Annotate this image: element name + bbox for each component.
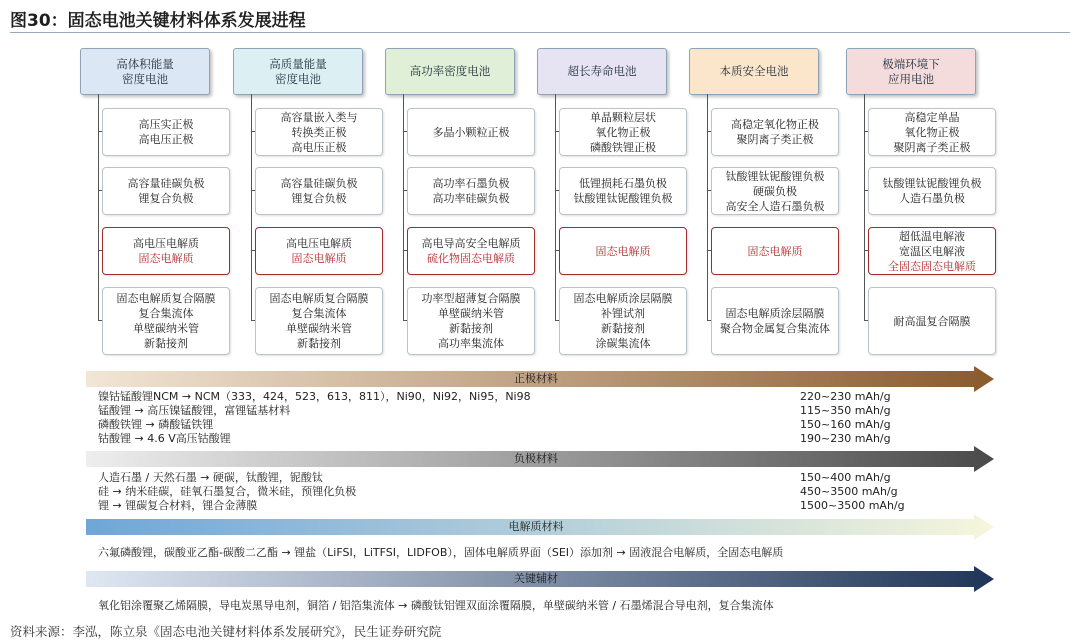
auxiliary-box [102, 287, 230, 355]
box-line: 耐高温复合隔膜 [893, 314, 971, 328]
box-line: 氧化物正极 [904, 125, 960, 139]
box-line: 转换类正极 [291, 125, 347, 139]
electrolyte-progression: 六氟磷酸锂，碳酸亚乙酯-碳酸二乙酯 → 锂盐（LiFSI，LiTFSI，LIDFOB），固体电解质界面（SEI）添加剂 → 固液混合电解质，全固态电解质 [98, 546, 784, 559]
box-line: 固态电解质涂层隔膜 [573, 292, 673, 305]
box-line: 高稳定单晶 [904, 110, 960, 124]
box-line: 高电压电解质 [133, 237, 199, 250]
box-line: 补锂试剂 [601, 307, 645, 320]
box-line: 涂碳集流体 [595, 337, 651, 350]
anode-box [559, 167, 687, 215]
column-header: 高功率密度电池 [385, 48, 515, 95]
anode-band [86, 446, 996, 472]
anode-row-text: 硅 → 纳米硅碳，硅氧石墨复合，微米硅，预锂化负极 [98, 485, 357, 498]
box-line: 复合集流体 [291, 307, 347, 320]
column-header: 超长寿命电池 [537, 48, 667, 95]
box-line: 高压实正极 [138, 118, 194, 131]
title-divider [10, 32, 1070, 33]
box-line: 高功率石墨负极 [432, 177, 510, 190]
box-line: 单壁碳纳米管 [133, 322, 199, 335]
box-line: 聚合物金属复合集流体 [720, 322, 830, 335]
anode-box [102, 167, 230, 215]
box-line: 高电压正极 [291, 140, 347, 154]
cathode-box [102, 108, 230, 156]
electrolyte-band-label: 电解质材料 [508, 520, 564, 533]
cathode-box [407, 108, 535, 156]
box-line: 聚阴离子类正极 [893, 140, 971, 154]
box-line: 多晶小颗粒正极 [432, 125, 510, 139]
auxiliary-box [868, 287, 996, 355]
cathode-box [711, 108, 839, 156]
connector-vertical [251, 94, 252, 320]
column-header: 极端环境下 应用电池 [846, 48, 976, 95]
box-line: 固态电解质涂层隔膜 [725, 307, 825, 320]
anode-box [255, 167, 383, 215]
anode-band-label: 负极材料 [514, 452, 558, 465]
column-header: 高质量能量 密度电池 [233, 48, 363, 95]
anode-box [407, 167, 535, 215]
anode-row-capacity: 450~3500 mAh/g [800, 485, 898, 498]
box-line: 新黏接剂 [297, 337, 341, 350]
cathode-box [559, 108, 687, 156]
cathode-row-text: 钴酸锂 → 4.6 V高压钴酸锂 [98, 432, 231, 445]
connector-vertical [864, 94, 865, 320]
box-line: 硬碳负极 [753, 184, 797, 198]
box-line: 固态电解质复合隔膜 [116, 292, 216, 305]
box-line: 新黏接剂 [144, 337, 188, 350]
box-line: 固态电解质复合隔膜 [269, 292, 369, 305]
box-line: 高容量嵌入类与 [280, 110, 358, 124]
electrolyte-box [711, 227, 839, 275]
auxiliary-box [711, 287, 839, 355]
box-line: 高电压正极 [138, 133, 194, 146]
connector-vertical [555, 94, 556, 320]
cathode-row-capacity: 150~160 mAh/g [800, 418, 891, 431]
box-line: 全固态固态电解质 [888, 259, 976, 273]
box-line: 固态电解质 [595, 244, 651, 258]
source-note: 资料来源：李泓，陈立泉《固态电池关键材料体系发展研究》，民生证券研究院 [10, 624, 442, 639]
electrolyte-box [559, 227, 687, 275]
connector-vertical [98, 94, 99, 320]
cathode-row-text: 镍钴锰酸锂NCM → NCM（333，424，523，613，811），Ni90，Ni92，Ni95，Ni98 [98, 390, 531, 403]
cathode-box [255, 108, 383, 156]
box-line: 人造石墨负极 [899, 192, 965, 205]
auxiliary-box [559, 287, 687, 355]
box-line: 高安全人造石墨负极 [725, 199, 825, 213]
anode-row-text: 锂 → 锂碳复合材料，锂合金薄膜 [98, 499, 258, 512]
anode-box [711, 167, 839, 215]
box-line: 锂复合负极 [291, 192, 347, 205]
box-line: 宽温区电解液 [899, 244, 965, 258]
box-line: 磷酸铁锂正极 [590, 140, 656, 154]
page-title: 图30：固态电池关键材料体系发展进程 [10, 11, 306, 31]
box-line: 钛酸锂钛铌酸锂负极 [882, 177, 982, 190]
cathode-box [868, 108, 996, 156]
cathode-row-text: 锰酸锂 → 高压镍锰酸锂，富锂锰基材料 [98, 404, 291, 417]
box-line: 高电导高安全电解质 [421, 237, 521, 250]
box-line: 功率型超薄复合隔膜 [421, 292, 521, 305]
connector-vertical [707, 94, 708, 320]
cathode-band [86, 366, 996, 392]
box-line: 单壁碳纳米管 [286, 322, 352, 335]
box-line: 固态电解质 [138, 252, 194, 265]
box-line: 高功率集流体 [438, 337, 504, 350]
anode-row-text: 人造石墨 / 天然石墨 → 硬碳，钛酸锂，铌酸钛 [98, 471, 323, 484]
box-line: 钛酸锂钛铌酸锂负极 [725, 169, 825, 183]
cathode-row-capacity: 115~350 mAh/g [800, 404, 891, 417]
electrolyte-box [102, 227, 230, 275]
cathode-row-capacity: 220~230 mAh/g [800, 390, 891, 403]
column-header: 高体积能量 密度电池 [80, 48, 210, 95]
auxiliary-box [407, 287, 535, 355]
box-line: 复合集流体 [138, 307, 194, 320]
box-line: 高功率硅碳负极 [432, 192, 510, 205]
box-line: 锂复合负极 [138, 192, 194, 205]
anode-row-capacity: 1500~3500 mAh/g [800, 499, 905, 512]
column-header: 本质安全电池 [689, 48, 819, 95]
box-line: 高电压电解质 [286, 237, 352, 250]
box-line: 低锂损耗石墨负极 [579, 177, 667, 190]
electrolyte-box [255, 227, 383, 275]
electrolyte-band [86, 514, 996, 540]
electrolyte-box [407, 227, 535, 275]
connector-vertical [403, 94, 404, 320]
box-line: 固态电解质 [291, 252, 347, 265]
box-line: 硫化物固态电解质 [427, 252, 515, 265]
box-line: 新黏接剂 [601, 322, 645, 335]
box-line: 单晶颗粒层状 [590, 110, 656, 124]
box-line: 固态电解质 [747, 244, 803, 258]
box-line: 氧化物正极 [595, 125, 651, 139]
box-line: 钛酸锂钛铌酸锂负极 [573, 192, 673, 205]
box-line: 聚阴离子类正极 [736, 133, 814, 146]
box-line: 高稳定氧化物正极 [731, 118, 819, 131]
box-line: 单壁碳纳米管 [438, 307, 504, 320]
box-line: 新黏接剂 [449, 322, 493, 335]
anode-box [868, 167, 996, 215]
box-line: 高容量硅碳负极 [280, 177, 358, 190]
auxiliary-band-label: 关键辅材 [514, 572, 558, 585]
auxiliary-box [255, 287, 383, 355]
anode-row-capacity: 150~400 mAh/g [800, 471, 891, 484]
auxiliary-band [86, 566, 996, 592]
auxiliary-progression: 氧化铝涂覆聚乙烯隔膜，导电炭黑导电剂，铜箔 / 铝箔集流体 → 磷酸钛铝锂双面涂覆隔膜，单壁碳纳米管 / 石墨烯混合导电剂，复合集流体 [98, 599, 774, 612]
electrolyte-box [868, 227, 996, 275]
box-line: 高容量硅碳负极 [127, 177, 205, 190]
cathode-row-text: 磷酸铁锂 → 磷酸锰铁锂 [98, 418, 214, 431]
cathode-band-label: 正极材料 [514, 372, 558, 385]
cathode-row-capacity: 190~230 mAh/g [800, 432, 891, 445]
box-line: 超低温电解液 [899, 229, 965, 243]
